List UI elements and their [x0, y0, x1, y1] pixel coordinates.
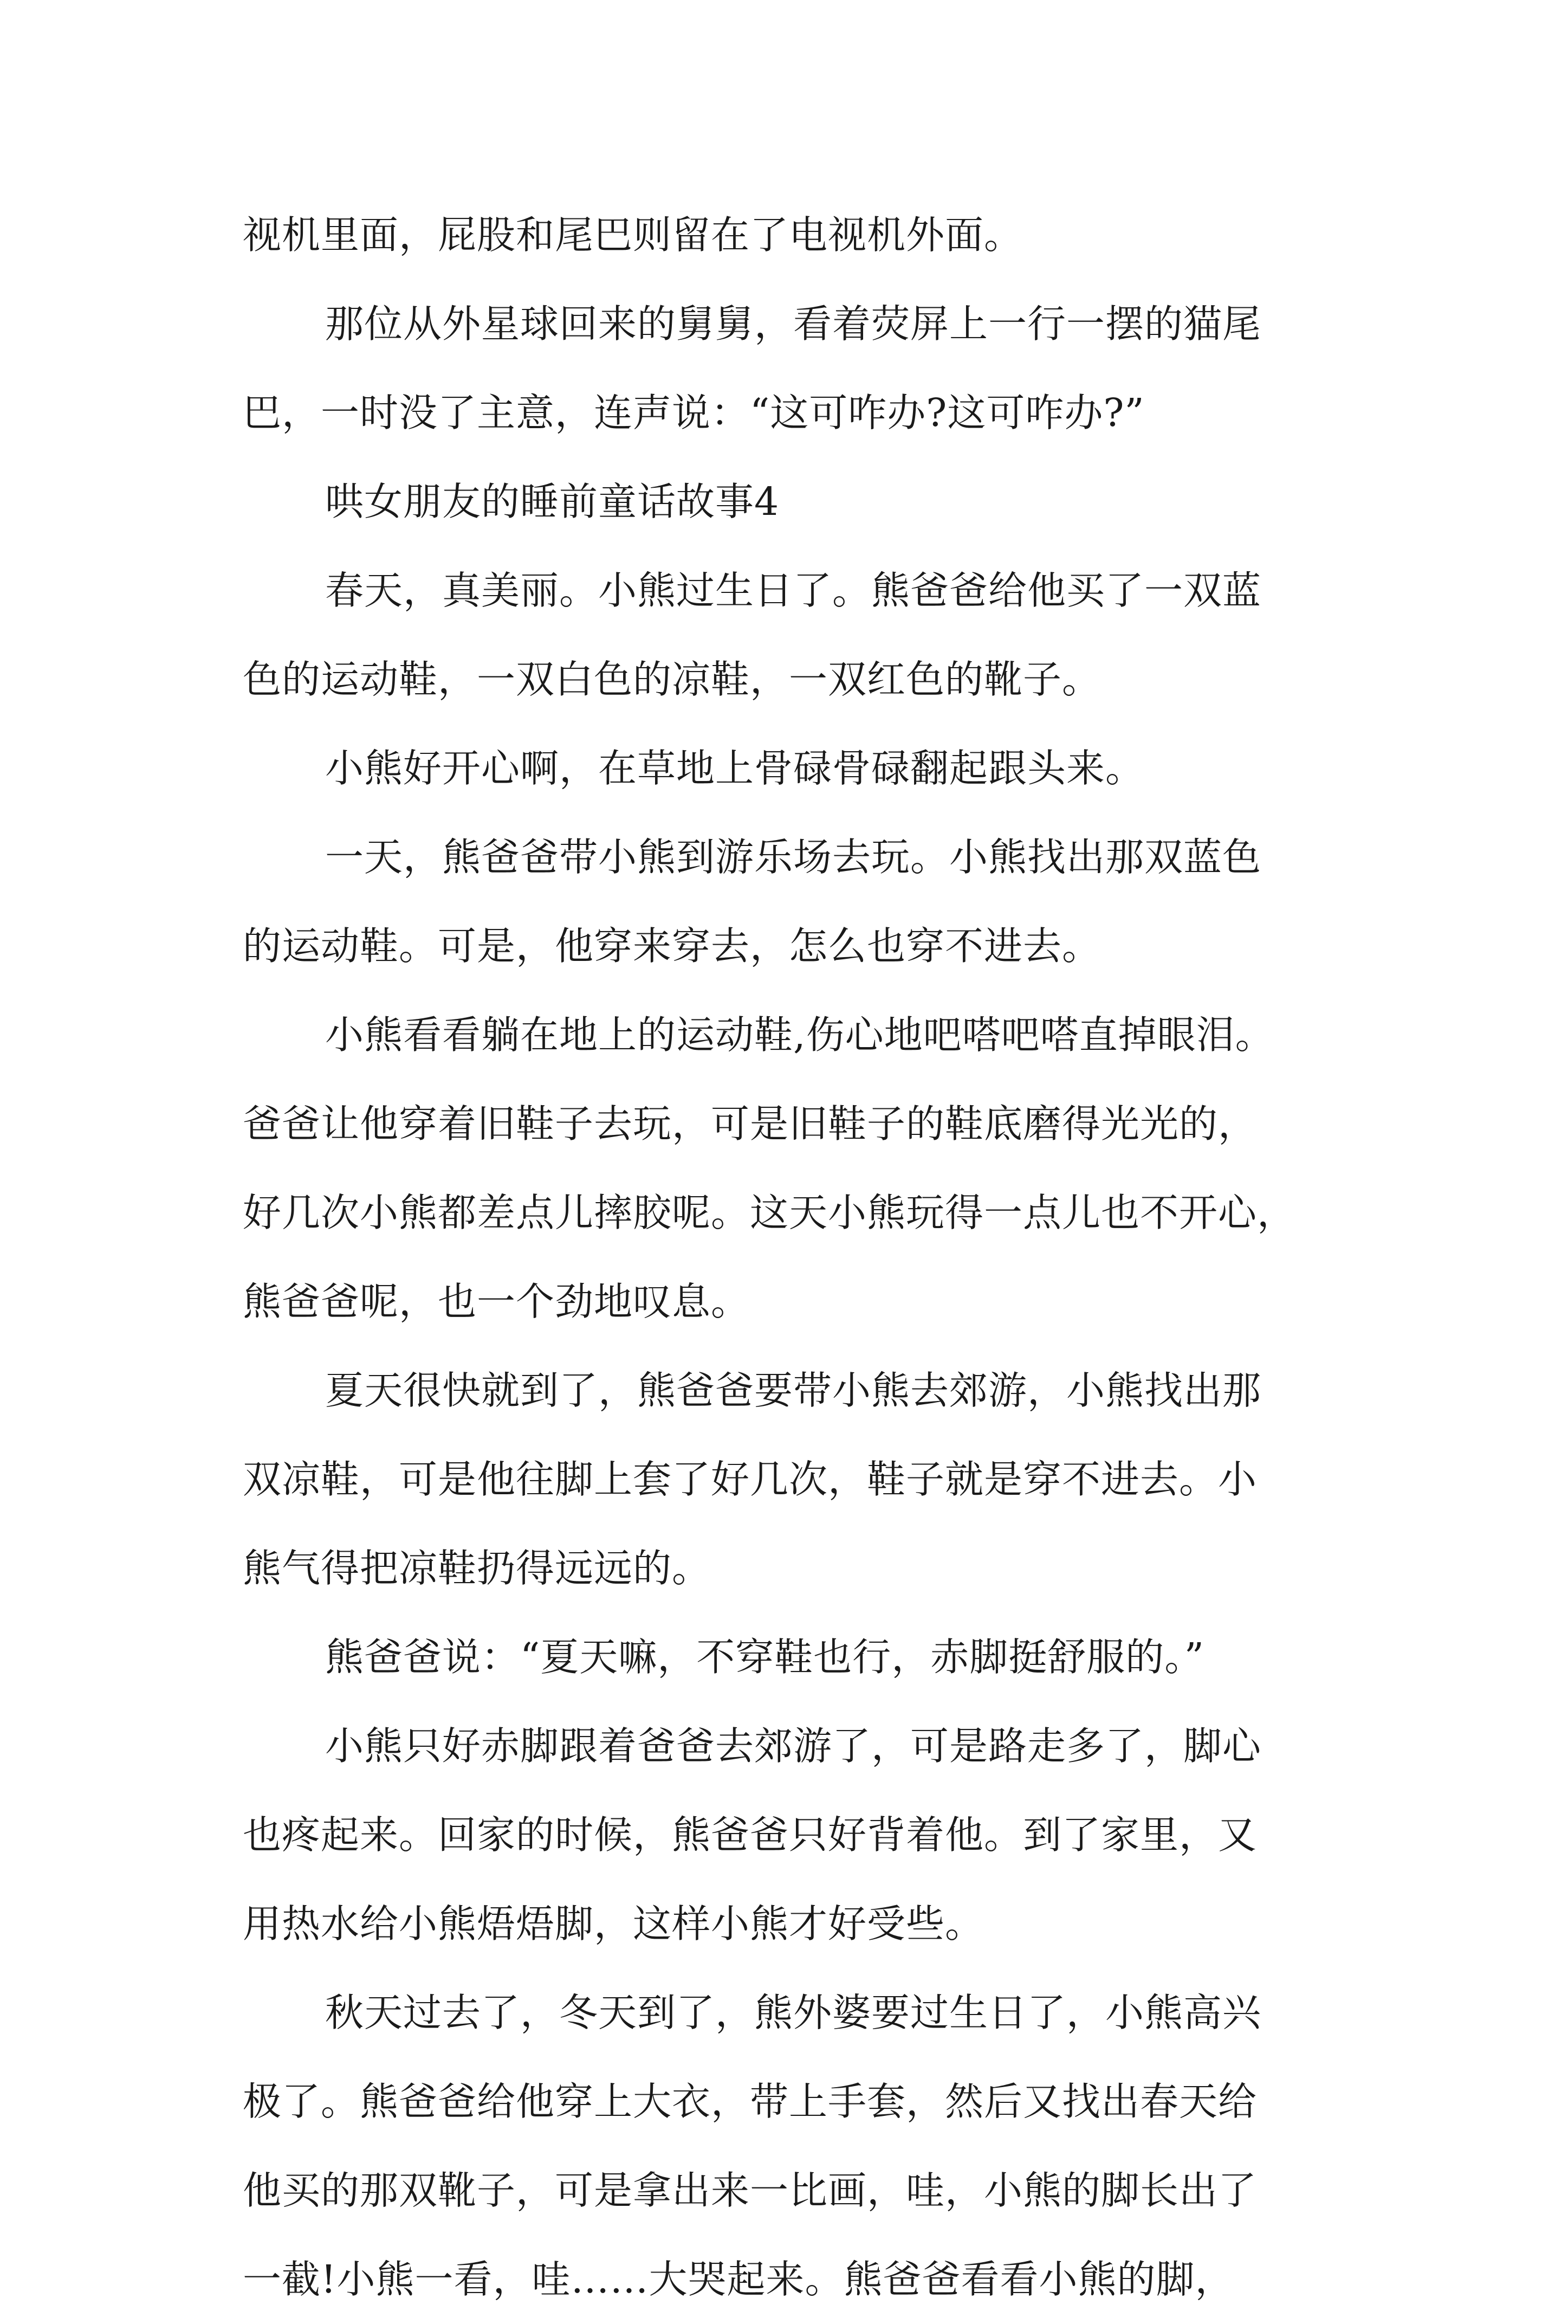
- text-line: 的运动鞋。可是，他穿来穿去，怎么也穿不进去。: [243, 924, 1102, 969]
- text-line: 双凉鞋，可是他往脚上套了好几次，鞋子就是穿不进去。小: [243, 1457, 1258, 1502]
- text-line: 用热水给小熊焐焐脚，这样小熊才好受些。: [243, 1901, 984, 1946]
- text-line: 熊爸爸说：“夏天嘛，不穿鞋也行，赤脚挺舒服的。”: [325, 1635, 1205, 1680]
- text-line: 熊爸爸呢，也一个劲地叹息。: [243, 1279, 750, 1324]
- text-line: 视机里面，屁股和尾巴则留在了电视机外面。: [243, 212, 1023, 257]
- text-line: 小熊只好赤脚跟着爸爸去郊游了，可是路走多了，脚心: [325, 1723, 1262, 1768]
- text-line: 秋天过去了，冬天到了，熊外婆要过生日了，小熊高兴: [325, 1990, 1262, 2035]
- text-line: 那位从外星球回来的舅舅，看着荧屏上一行一摆的猫尾: [325, 301, 1262, 346]
- text-line: 极了。熊爸爸给他穿上大衣，带上手套，然后又找出春天给: [243, 2079, 1258, 2124]
- text-line: 小熊看看躺在地上的运动鞋,伤心地吧嗒吧嗒直掉眼泪。: [325, 1012, 1274, 1057]
- text-line: 小熊好开心啊，在草地上骨碌骨碌翻起跟头来。: [325, 746, 1145, 791]
- body-text: [243, 191, 1348, 2324]
- text-line: 一截!小熊一看，哇……大哭起来。熊爸爸看看小熊的脚，: [243, 2257, 1234, 2302]
- text-line: 色的运动鞋，一双白色的凉鞋，一双红色的靴子。: [243, 657, 1102, 702]
- text-line: 爸爸让他穿着旧鞋子去玩，可是旧鞋子的鞋底磨得光光的，: [243, 1101, 1258, 1146]
- section-heading: 哄女朋友的睡前童话故事4: [325, 479, 780, 524]
- text-line: 一天，熊爸爸带小熊到游乐场去玩。小熊找出那双蓝色: [325, 835, 1262, 880]
- text-line: 他买的那双靴子，可是拿出来一比画，哇，小熊的脚长出了: [243, 2168, 1258, 2213]
- text-line: 春天，真美丽。小熊过生日了。熊爸爸给他买了一双蓝: [325, 568, 1262, 613]
- text-line: 巴，一时没了主意，连声说：“这可咋办?这可咋办?”: [243, 390, 1145, 435]
- text-line: 熊气得把凉鞋扔得远远的。: [243, 1546, 711, 1591]
- text-line: 也疼起来。回家的时候，熊爸爸只好背着他。到了家里，又: [243, 1812, 1258, 1857]
- text-line: 好几次小熊都差点儿摔胶呢。这天小熊玩得一点儿也不开心，: [243, 1190, 1297, 1235]
- text-line: 夏天很快就到了，熊爸爸要带小熊去郊游，小熊找出那: [325, 1368, 1262, 1413]
